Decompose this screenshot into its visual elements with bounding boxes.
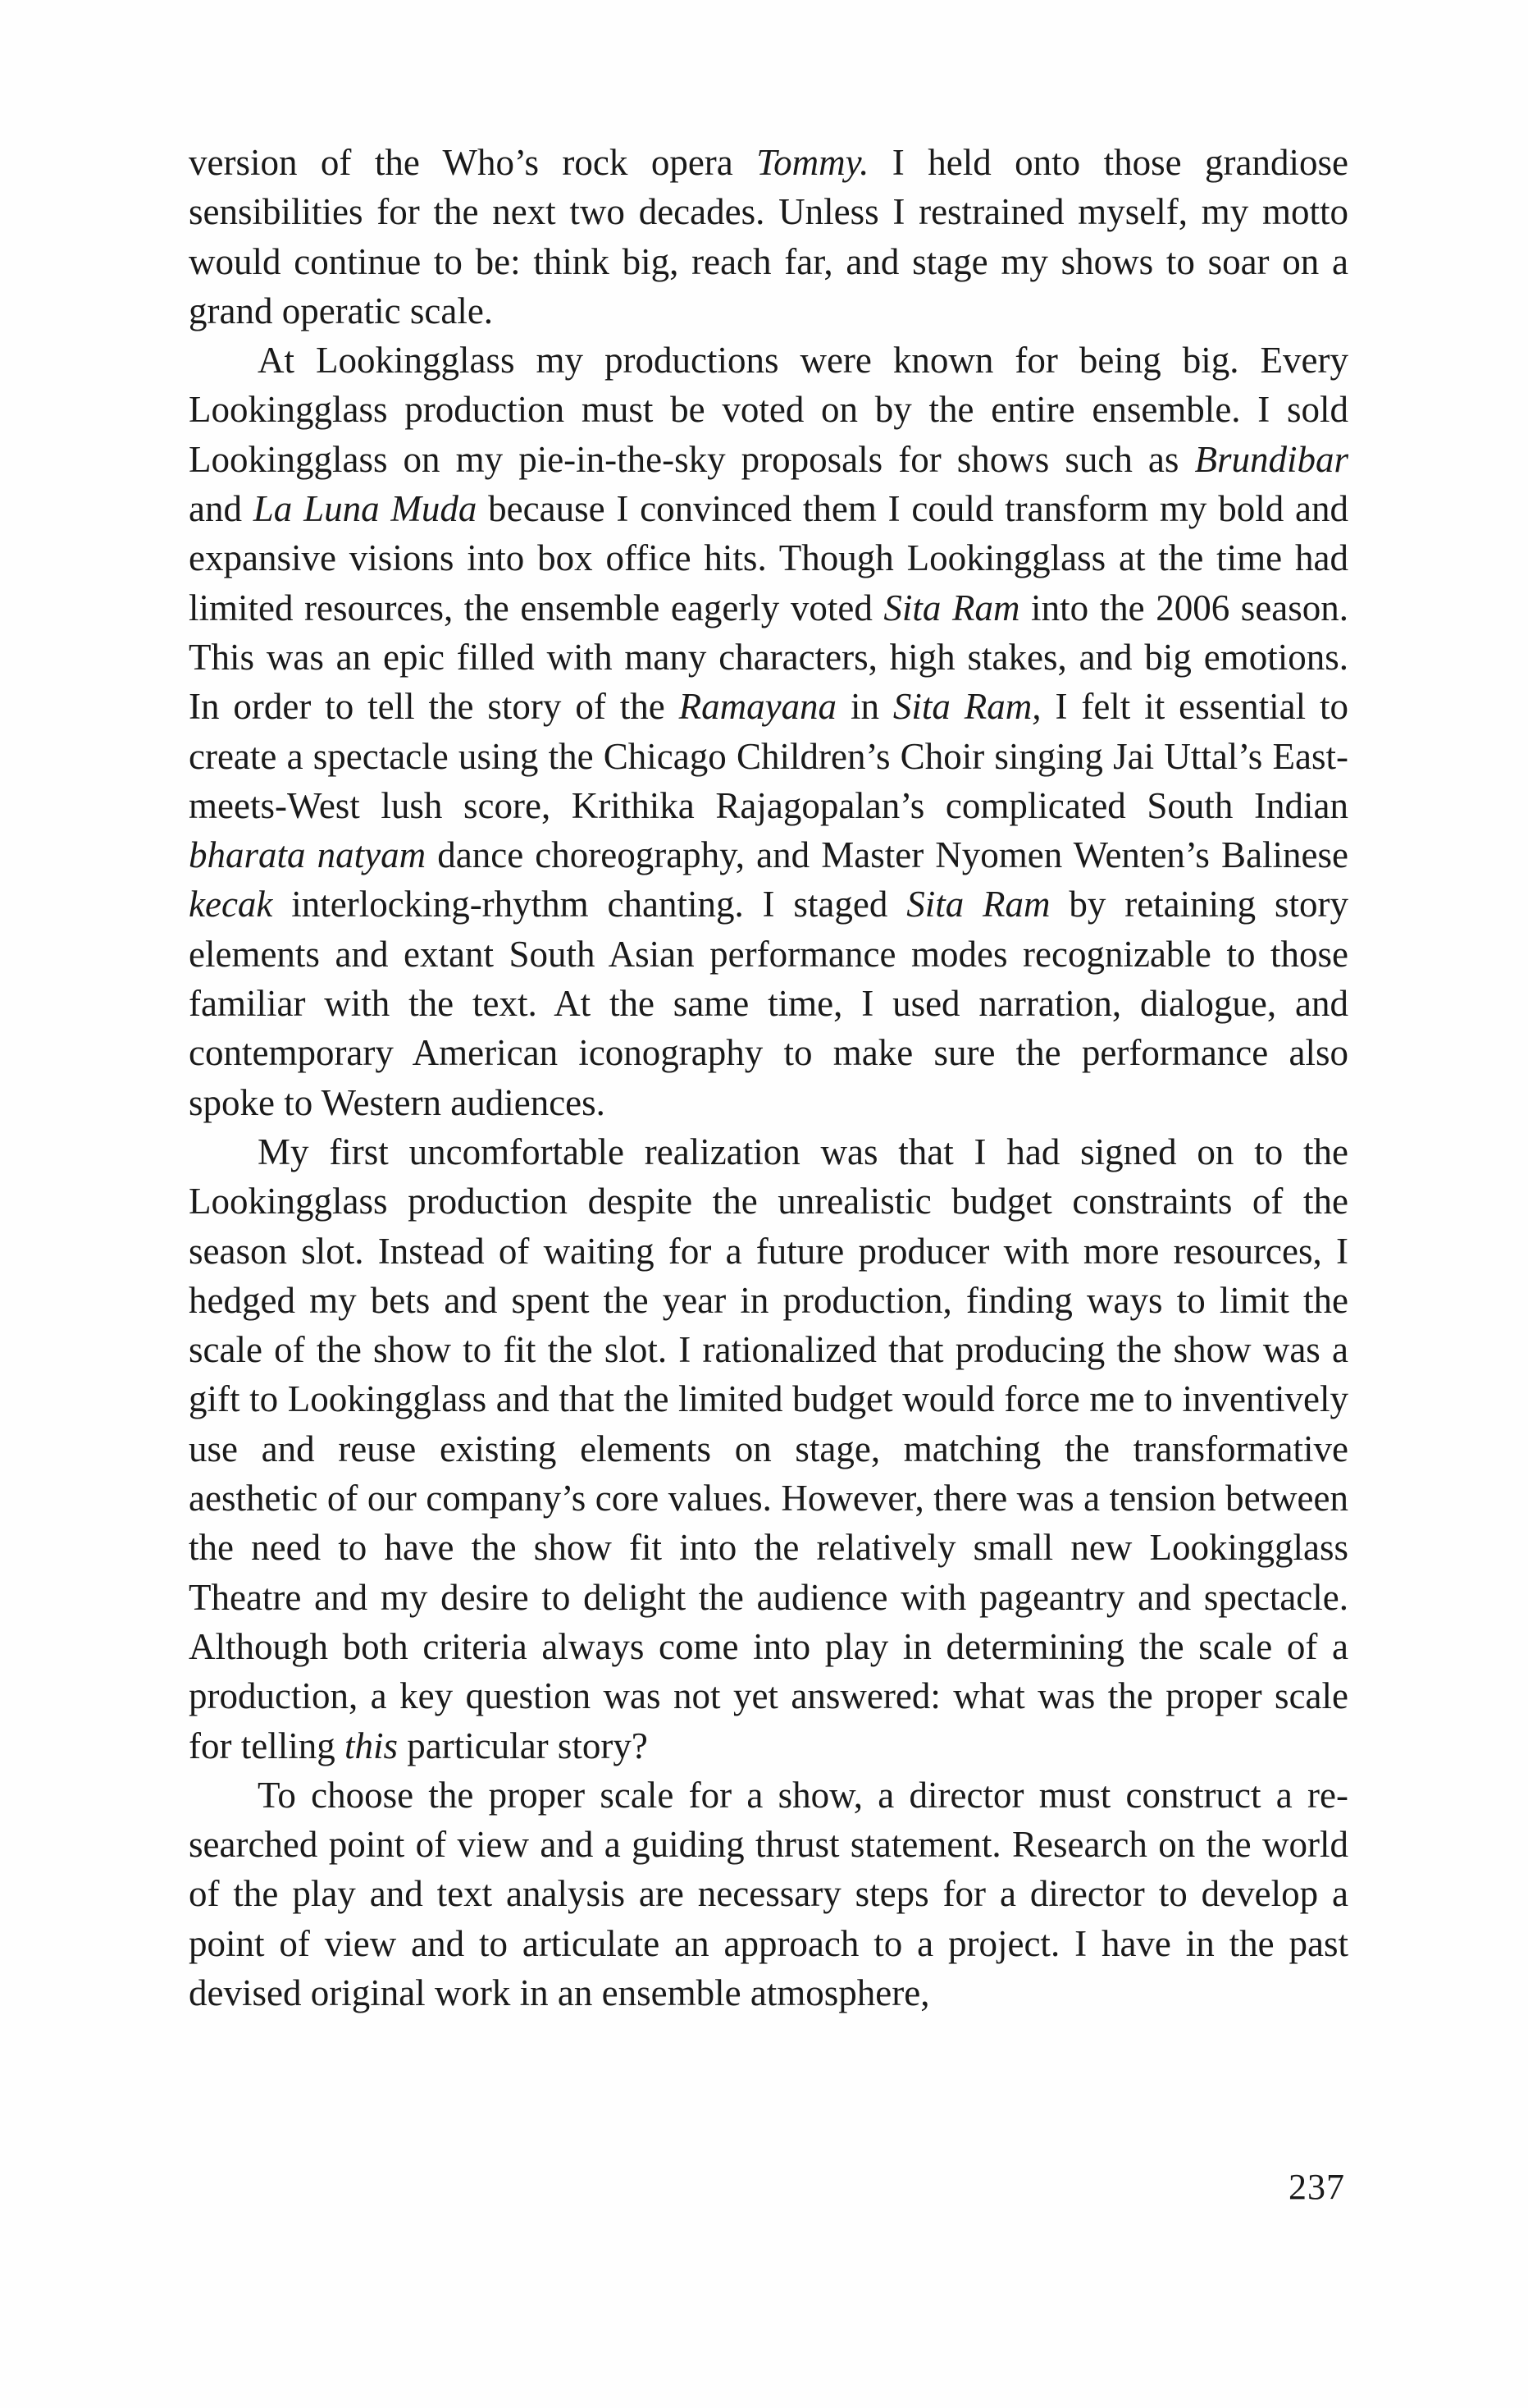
- text-segment: because I convinced them I could transform my bold and expansive visions into box office hits. Though Lookingglass at the time had limited resources, the ensemble eagerly voted: [189, 488, 1348, 628]
- text-segment: At Lookingglass my productions were known for being big. Every Lookingglass production must be voted on by the entire ensemble. I sold Lookingglass on my pie-in-the-sky proposals for shows such as: [189, 340, 1348, 480]
- paragraph-4: [189, 1771, 1348, 2017]
- italic-text: Brundibar: [1194, 438, 1348, 480]
- italic-text: Sita Ram: [883, 587, 1020, 628]
- text-segment: version of the Who’s rock opera: [189, 142, 757, 183]
- italic-text: Sita Ram: [906, 884, 1051, 925]
- italic-text: Sita Ram,: [892, 686, 1042, 728]
- italic-text: Tommy.: [756, 142, 869, 183]
- paragraph-3: [189, 1127, 1348, 1771]
- text-segment: by retaining story elements and extant South Asian performance modes recognizable to those familiar with the text. At the same time, I used narration, dialogue, and contemporary American iconography to make sure the performance also spoke to Western audiences.: [189, 884, 1348, 1123]
- italic-text: bharata natyam: [189, 834, 426, 876]
- text-segment: and: [189, 488, 253, 530]
- italic-text: Ramayana: [678, 686, 837, 728]
- italic-text: kecak: [189, 884, 273, 925]
- text-segment: interlocking-rhythm chanting. I staged: [272, 884, 907, 925]
- italic-text: La Luna Muda: [253, 488, 477, 530]
- paragraph-2: [189, 336, 1348, 1127]
- text-segment: dance choreography, and Master Nyomen Wenten’s Balinese: [426, 834, 1348, 876]
- text-segment: I held onto those grandiose sensibilities for the next two decades. Unless I restrained myself, my motto would continue to be: think big, reach far, and stage my shows to soar on a grand operatic scale.: [189, 142, 1348, 331]
- text-segment: particular story?: [398, 1725, 648, 1766]
- paragraph-1: [189, 138, 1348, 336]
- page-number: 237: [1289, 2167, 1345, 2207]
- text-segment: into the 2006 season. This was an epic filled with many characters, high stakes, and big emotions. In order to tell the story of the: [189, 587, 1348, 728]
- text-segment: My first uncomfortable realization was that I had signed on to the Lookingglass production despite the unrealistic budget constraints of the season slot. Instead of waiting for a future producer with more resources, I hedged my bets and spent the year in production, finding ways to limit the scale of the show to fit the slot. I rationalized that producing the show was a gift to Lookingglass and that the limited budget would force me to inventively use and reuse existing elements on stage, matching the transformative aesthetic of our company’s core values. However, there was a tension between the need to have the show fit into the relatively small new Lookingglass Theatre and my desire to delight the audience with pageantry and spectacle. Although both criteria always come into play in determining the scale of a production, a key question was not yet answered: what was the proper scale for telling: [189, 1131, 1348, 1766]
- text-segment: I felt it essential to create a spectacle using the Chicago Children’s Choir singing Jai Uttal’s East-meets-West lush score, Krithika Rajagopalan’s complicated South Indian: [189, 686, 1348, 826]
- italic-text: this: [344, 1725, 398, 1766]
- body-text: [189, 138, 1348, 2017]
- text-segment: To choose the proper scale for a show, a director must construct a researched point of view and a guiding thrust statement. Research on the world of the play and text analysis are necessary steps for a director to develop a point of view and to articulate an approach to a project. I have in the past devised original work in an ensemble atmosphere,: [189, 1774, 1348, 2013]
- text-segment: in: [837, 686, 893, 728]
